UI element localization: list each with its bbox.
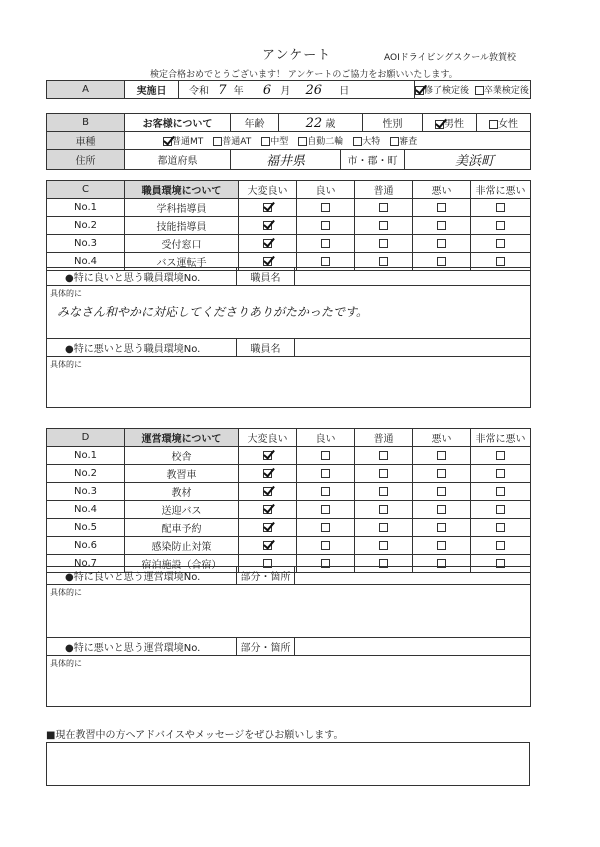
day-value: 26 — [305, 82, 323, 98]
rating-row — [47, 217, 531, 235]
car-option-label: 自動二輪 — [307, 137, 344, 147]
rating-checkbox[interactable] — [263, 541, 272, 550]
section-c-code: C — [47, 181, 125, 199]
female-checkbox[interactable] — [489, 120, 498, 129]
rating-checkbox[interactable] — [321, 257, 330, 266]
rating-row — [47, 501, 531, 519]
rating-cell — [413, 217, 471, 235]
rating-checkbox[interactable] — [379, 487, 388, 496]
school-name: AOIドライビングスクール敦賀校 — [384, 53, 517, 63]
rating-checkbox[interactable] — [496, 541, 505, 550]
rating-checkbox[interactable] — [321, 239, 330, 248]
rating-cell — [239, 217, 297, 235]
rating-checkbox[interactable] — [437, 487, 446, 496]
row-number: No.6 — [47, 537, 125, 555]
day-unit: 日 — [339, 85, 350, 97]
rating-checkbox[interactable] — [437, 257, 446, 266]
rating-header: 大変良い — [239, 429, 297, 447]
rating-cell — [239, 447, 297, 465]
rating-row — [47, 447, 531, 465]
rating-row — [47, 519, 531, 537]
staff-good-name-field[interactable] — [295, 268, 531, 286]
rating-checkbox[interactable] — [321, 203, 330, 212]
row-item: 受付窓口 — [125, 235, 239, 253]
rating-cell — [297, 199, 355, 217]
operation-label: 運営環境について — [125, 429, 239, 447]
rating-checkbox[interactable] — [437, 505, 446, 514]
rating-header: 非常に悪い — [471, 429, 531, 447]
rating-header: 悪い — [413, 429, 471, 447]
rating-checkbox[interactable] — [379, 239, 388, 248]
rating-checkbox[interactable] — [321, 487, 330, 496]
staff-bad-name-label: 職員名 — [237, 339, 295, 357]
rating-checkbox[interactable] — [496, 451, 505, 460]
opt2-checkbox[interactable] — [475, 86, 484, 95]
op-bad-detail-label: 具体的に — [50, 659, 82, 668]
rating-cell — [355, 483, 413, 501]
prefecture-value[interactable]: 福井県 — [231, 150, 341, 170]
era-label: 令和 — [189, 85, 209, 97]
section-d-table — [46, 428, 531, 573]
rating-checkbox[interactable] — [263, 469, 272, 478]
section-d-good-table — [46, 566, 531, 707]
rating-checkbox[interactable] — [321, 451, 330, 460]
rating-checkbox[interactable] — [263, 239, 272, 248]
car-option-label: 普通MT — [172, 137, 204, 147]
row-item: 技能指導員 — [125, 217, 239, 235]
rating-checkbox[interactable] — [379, 203, 388, 212]
rating-checkbox[interactable] — [321, 221, 330, 230]
car-option-label: 中型 — [270, 137, 289, 147]
city-label: 市・郡・町 — [341, 150, 405, 170]
rating-checkbox[interactable] — [437, 541, 446, 550]
op-bad-prompt: ●特に悪いと思う運営環境No. — [47, 638, 237, 656]
rating-cell — [471, 537, 531, 555]
rating-cell — [355, 217, 413, 235]
rating-cell — [297, 537, 355, 555]
rating-cell — [471, 519, 531, 537]
date-field[interactable] — [179, 81, 415, 99]
staff-good-detail-box[interactable] — [47, 286, 531, 339]
row-number: No.5 — [47, 519, 125, 537]
rating-checkbox[interactable] — [437, 203, 446, 212]
rating-cell — [471, 447, 531, 465]
rating-checkbox[interactable] — [496, 239, 505, 248]
rating-header: 良い — [297, 181, 355, 199]
rating-cell — [239, 235, 297, 253]
male-label: 男性 — [444, 119, 464, 130]
age-unit: 歳 — [325, 118, 336, 130]
rating-checkbox[interactable] — [263, 203, 272, 212]
rating-checkbox[interactable] — [379, 257, 388, 266]
row-number: No.7 — [47, 555, 125, 573]
rating-checkbox[interactable] — [321, 469, 330, 478]
age-label: 年齢 — [231, 114, 279, 132]
rating-cell — [297, 465, 355, 483]
age-value: 22 — [305, 115, 323, 131]
rating-cell — [355, 447, 413, 465]
rating-cell — [297, 519, 355, 537]
rating-checkbox[interactable] — [496, 469, 505, 478]
row-number: No.1 — [47, 447, 125, 465]
rating-cell — [239, 501, 297, 519]
car-option-checkbox[interactable] — [163, 137, 172, 146]
rating-cell — [239, 519, 297, 537]
opt1-checkbox[interactable] — [415, 86, 424, 95]
rating-checkbox[interactable] — [321, 523, 330, 532]
rating-checkbox[interactable] — [437, 221, 446, 230]
rating-checkbox[interactable] — [437, 523, 446, 532]
rating-cell — [413, 537, 471, 555]
rating-header: 良い — [297, 429, 355, 447]
rating-checkbox[interactable] — [496, 505, 505, 514]
rating-cell — [239, 537, 297, 555]
section-a-table — [46, 80, 531, 99]
op-good-detail-box[interactable] — [47, 585, 531, 638]
section-b-car-table — [46, 131, 531, 150]
address-label: 住所 — [47, 150, 125, 170]
year-unit: 年 — [233, 85, 244, 97]
rating-checkbox[interactable] — [263, 257, 272, 266]
rating-cell — [297, 447, 355, 465]
row-number: No.3 — [47, 235, 125, 253]
rating-header: 普通 — [355, 181, 413, 199]
car-option-label: 審査 — [399, 137, 418, 147]
row-item: 配車予約 — [125, 519, 239, 537]
row-item: 送迎バス — [125, 501, 239, 519]
rating-checkbox[interactable] — [263, 451, 272, 460]
op-bad-part-field[interactable] — [295, 638, 531, 656]
op-bad-part-label: 部分・箇所 — [237, 638, 295, 656]
page-title: アンケート — [262, 48, 332, 63]
opt2-label: 卒業検定後 — [483, 86, 529, 96]
staff-good-prompt: ●特に良いと思う職員環境No. — [47, 268, 237, 286]
section-b-table — [46, 113, 531, 132]
rating-checkbox[interactable] — [263, 505, 272, 514]
rating-checkbox[interactable] — [263, 523, 272, 532]
row-item: 宿泊施設（合宿） — [125, 555, 239, 573]
rating-checkbox[interactable] — [379, 469, 388, 478]
rating-cell — [471, 235, 531, 253]
rating-cell — [413, 519, 471, 537]
rating-cell — [297, 501, 355, 519]
female-label: 女性 — [498, 119, 518, 130]
rating-row — [47, 465, 531, 483]
section-d-code: D — [47, 429, 125, 447]
op-good-part-field[interactable] — [295, 567, 531, 585]
female-field — [477, 114, 531, 132]
rating-cell — [297, 483, 355, 501]
age-field[interactable] — [279, 114, 363, 132]
rating-cell — [413, 483, 471, 501]
rating-cell — [355, 199, 413, 217]
rating-cell — [413, 199, 471, 217]
rating-checkbox[interactable] — [379, 541, 388, 550]
rating-checkbox[interactable] — [379, 505, 388, 514]
rating-cell — [297, 217, 355, 235]
section-b-code: B — [47, 114, 125, 132]
rating-checkbox[interactable] — [263, 221, 272, 230]
rating-checkbox[interactable] — [263, 487, 272, 496]
row-item: 校舎 — [125, 447, 239, 465]
rating-checkbox[interactable] — [496, 221, 505, 230]
car-option-checkbox[interactable] — [213, 137, 222, 146]
op-good-part-label: 部分・箇所 — [237, 567, 295, 585]
rating-cell — [239, 199, 297, 217]
rating-checkbox[interactable] — [496, 203, 505, 212]
car-options — [125, 132, 531, 150]
advice-box[interactable] — [46, 742, 530, 786]
section-b-address-table — [46, 149, 531, 170]
gender-label: 性別 — [363, 114, 423, 132]
rating-row — [47, 483, 531, 501]
rating-checkbox[interactable] — [496, 523, 505, 532]
prefecture-label: 都道府県 — [125, 150, 231, 170]
rating-row — [47, 537, 531, 555]
staff-bad-detail-label: 具体的に — [50, 360, 82, 369]
car-option-checkbox[interactable] — [390, 137, 399, 146]
row-number: No.3 — [47, 483, 125, 501]
car-option-checkbox[interactable] — [261, 137, 270, 146]
section-a-code: A — [47, 81, 125, 99]
rating-cell — [297, 235, 355, 253]
rating-cell — [471, 217, 531, 235]
advice-prompt: ■現在教習中の方へアドバイスやメッセージをぜひお願いします。 — [46, 730, 344, 741]
rating-checkbox[interactable] — [496, 487, 505, 496]
rating-checkbox[interactable] — [379, 523, 388, 532]
exam-type-field — [415, 81, 531, 99]
month-unit: 月 — [280, 85, 291, 97]
rating-row — [47, 235, 531, 253]
staff-bad-prompt: ●特に悪いと思う職員環境No. — [47, 339, 237, 357]
rating-cell — [471, 501, 531, 519]
greeting-text: 検定合格おめでとうございます！ アンケートのご協力をお願いいたします。 — [150, 70, 458, 80]
row-number: No.2 — [47, 217, 125, 235]
op-bad-detail-box[interactable] — [47, 656, 531, 707]
staff-bad-name-field[interactable] — [295, 339, 531, 357]
rating-cell — [355, 501, 413, 519]
rating-cell — [413, 465, 471, 483]
opt1-label: 修了検定後 — [424, 86, 470, 96]
rating-cell — [471, 483, 531, 501]
row-item: 感染防止対策 — [125, 537, 239, 555]
row-number: No.1 — [47, 199, 125, 217]
row-number: No.4 — [47, 253, 125, 271]
section-c-table — [46, 180, 531, 271]
rating-cell — [413, 235, 471, 253]
rating-checkbox[interactable] — [437, 469, 446, 478]
row-item: バス運転手 — [125, 253, 239, 271]
male-checkbox[interactable] — [435, 120, 444, 129]
rating-cell — [239, 465, 297, 483]
row-number: No.2 — [47, 465, 125, 483]
customer-label: お客様について — [125, 114, 231, 132]
rating-cell — [355, 235, 413, 253]
rating-header: 大変良い — [239, 181, 297, 199]
year-value: 7 — [218, 82, 227, 98]
city-value[interactable]: 美浜町 — [405, 150, 531, 170]
section-c-good-table — [46, 267, 531, 408]
car-label: 車種 — [47, 132, 125, 150]
rating-checkbox[interactable] — [437, 239, 446, 248]
car-option-label: 大特 — [362, 137, 381, 147]
rating-cell — [355, 465, 413, 483]
staff-good-name-label: 職員名 — [237, 268, 295, 286]
rating-cell — [413, 501, 471, 519]
rating-header: 悪い — [413, 181, 471, 199]
rating-cell — [413, 447, 471, 465]
male-field — [423, 114, 477, 132]
rating-cell — [355, 537, 413, 555]
rating-cell — [355, 519, 413, 537]
rating-checkbox[interactable] — [496, 257, 505, 266]
car-option-checkbox[interactable] — [298, 137, 307, 146]
rating-cell — [239, 483, 297, 501]
month-value: 6 — [262, 82, 272, 98]
staff-bad-detail-box[interactable] — [47, 357, 531, 408]
car-option-checkbox[interactable] — [353, 137, 362, 146]
rating-row — [47, 199, 531, 217]
rating-cell — [471, 199, 531, 217]
rating-header: 普通 — [355, 429, 413, 447]
staff-good-detail-label: 具体的に — [50, 289, 82, 298]
op-good-detail-label: 具体的に — [50, 588, 82, 597]
rating-cell — [471, 465, 531, 483]
rating-checkbox[interactable] — [379, 221, 388, 230]
staff-label: 職員環境について — [125, 181, 239, 199]
rating-header: 非常に悪い — [471, 181, 531, 199]
row-item: 教習車 — [125, 465, 239, 483]
rating-checkbox[interactable] — [379, 451, 388, 460]
date-label: 実施日 — [125, 81, 179, 99]
row-item: 学科指導員 — [125, 199, 239, 217]
rating-checkbox[interactable] — [321, 541, 330, 550]
op-good-prompt: ●特に良いと思う運営環境No. — [47, 567, 237, 585]
row-item: 教材 — [125, 483, 239, 501]
rating-checkbox[interactable] — [321, 505, 330, 514]
car-option-label: 普通AT — [222, 137, 252, 147]
rating-checkbox[interactable] — [437, 451, 446, 460]
row-number: No.4 — [47, 501, 125, 519]
staff-good-comment: みなさん和やかに対応してくださりありがたかったです。 — [57, 305, 369, 319]
